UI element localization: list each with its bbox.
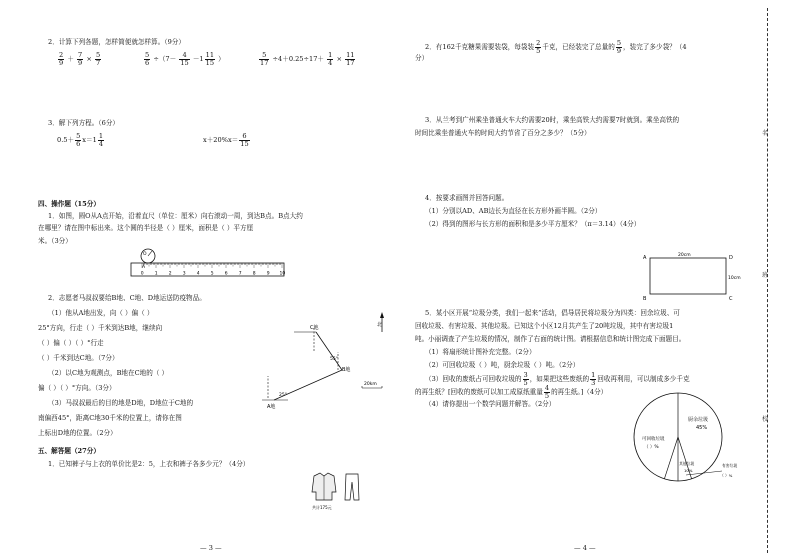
pie-kitchen-label: 厨余垃圾	[688, 417, 709, 423]
q3-title: 3．解下列方程。（6分）	[48, 119, 120, 127]
north-label: 北	[377, 322, 383, 328]
direction-map	[258, 308, 384, 426]
rect-right-length: 10cm	[728, 276, 741, 281]
side-mark-3: 校	[762, 416, 769, 423]
ruler-number: 6	[224, 271, 228, 277]
ruler-number: 4	[196, 271, 200, 277]
map-angle-55: 55°	[330, 357, 338, 362]
q2-title: 2．计算下列各题，怎样简便就怎样算。（9分）	[48, 38, 185, 46]
r-q5-text-3: 吨。小丽调查了产生垃圾的情况，制作了右面的统计图。请根据信息和统计图完成下面题目。	[415, 335, 686, 343]
rectangle-abcd	[650, 258, 726, 294]
ruler-point-a: A	[142, 265, 146, 270]
r-q5-text-5: （2）可回收垃圾（ ）吨，厨余垃圾（ ）吨。（2分）	[425, 361, 580, 369]
r-q4-text-1: 4．按要求画图并回答问题。	[425, 194, 509, 202]
op2-text-2: （1）他从A地出发，向（ ）偏（ ）	[48, 309, 154, 317]
ruler-number: 8	[252, 271, 256, 277]
map-b-label: B地	[342, 367, 351, 373]
r-q5-text-7: 的再生纸？[回收的废纸可以加工成原纸重量 $\frac{4}{5}$ 的再生纸。]（4分）	[415, 384, 608, 400]
map-c-label: C地	[310, 325, 319, 331]
q2-expression-3: $\frac{5}{17}$ ÷4＋0.25÷17＋ $\frac{1}{4}$ × $\frac{11}{17}$	[260, 51, 355, 67]
map-scale-label: 20km	[364, 382, 377, 387]
side-mark-2: 班	[762, 272, 769, 279]
pie-other-pct: 10%	[684, 468, 693, 473]
ruler-point-o: O	[143, 252, 147, 257]
op2-text-9: 南偏西45°，距离C地30千米的位置上，请你在图	[38, 414, 182, 422]
ruler-number: 1	[154, 271, 158, 277]
r-q5-text-2: 回收垃圾、有害垃圾、其他垃圾。已知这个小区12月共产生了20吨垃圾，其中有害垃圾1	[415, 322, 674, 330]
q3-equation-1: 0.5＋ $\frac{5}{6}$ x＝1 $\frac{1}{4}$	[57, 132, 104, 148]
ruler-number: 3	[182, 271, 186, 277]
ruler-number: 5	[210, 271, 214, 277]
r-q4-text-2: （1）分别以AD、AB边长为直径在长方形外画半圆。（2分）	[425, 207, 602, 215]
q2-expression-1: $\frac{2}{9}$ ＋ $\frac{7}{9}$ × $\frac{5}{7}$	[59, 51, 101, 67]
section-5-title: 五、解答题（27分）	[38, 447, 100, 455]
r-q2-text-1: 2．有162千克糖果需要装袋，每袋装 $\frac{2}{5}$ 千克，已经装完了总量的 $\frac{5}{9}$ ，装完了多少袋？（4	[425, 39, 687, 55]
ruler-number: 0	[140, 271, 144, 277]
op2-text-7: 偏（ ）（ ）°方向。（3分）	[38, 384, 116, 392]
op1-text-3: 米。（3分）	[38, 237, 72, 245]
op2-text-6: （2）以C地为观测点，B地在C地的（ ）	[48, 369, 169, 377]
pie-other-label: 其他垃圾	[679, 461, 695, 466]
op2-text-10: 上标出D地的位置。（2分）	[38, 429, 117, 437]
pie-recycle-pct: （ ）%	[644, 445, 659, 450]
r-q2-text-2: 分）	[415, 54, 429, 62]
clothes-caption: 共计175元	[312, 505, 332, 510]
page-number-3: — 3 —	[200, 544, 222, 552]
trousers-icon	[345, 474, 359, 500]
ans1-text-1: 1．已知裤子与上衣的单价比是2：5，上衣和裤子各多少元？（4分）	[48, 460, 250, 468]
rect-label-c: C	[729, 296, 733, 302]
rectangle-figure	[640, 248, 750, 306]
pie-harm-pct: （ ）%	[720, 473, 733, 478]
pie-harm-label: 有害垃圾	[722, 463, 738, 468]
rect-label-b: B	[643, 296, 647, 302]
rect-label-d: D	[729, 255, 733, 261]
r-q5-text-8: （4）请你提出一个数学问题并解答。（2分）	[425, 400, 556, 408]
section-4-title: 四、操作题（15分）	[38, 200, 100, 208]
op1-text-1: 1．如图，圆O从A点开始，沿着直尺（单位：厘米）向右滚动一周，到达B点。B点大约	[48, 212, 303, 220]
rect-label-a: A	[643, 255, 647, 261]
r-q5-text-6: （3）回收的废纸占可回收垃圾的 $\frac{3}{5}$ ，如果把这些废纸的 $\frac{1}{3}$ 回收再利用，可以制成多少千克	[425, 371, 690, 387]
op2-text-8: （3）马叔叔最后的目的地是D地，D地位于C地的	[48, 399, 194, 407]
op2-text-4: （ ）偏（ ）（ ）°行走	[38, 339, 104, 347]
ruler-number: 9	[266, 271, 270, 277]
op2-text-1: 2．志愿者马叔叔要给B地、C地、D地运送防疫物品。	[48, 294, 206, 302]
q2-expression-2: $\frac{5}{6}$ ÷（7－ $\frac{4}{15}$ －1 $\frac{11}{15}$ ）	[145, 51, 225, 67]
q3-equation-2: x＋20%x＝ $\frac{6}{15}$	[203, 132, 249, 148]
op2-text-3: 25°方向，行走（ ）千米到达B地，继续向	[38, 324, 163, 332]
side-mark-1: 名	[762, 130, 769, 137]
map-a-label: A地	[267, 404, 276, 410]
path-b-c	[316, 332, 342, 370]
pie-recycle-label: 可回收垃圾	[642, 437, 665, 442]
op2-text-5: （ ）千米到达C地。（7分）	[38, 354, 119, 362]
ruler-number: 10	[279, 271, 286, 277]
map-angle-25: 25°	[279, 393, 287, 398]
r-q5-text-4: （1）将扇形统计图补充完整。（2分）	[425, 348, 536, 356]
garbage-pie-chart	[630, 385, 760, 491]
rect-top-length: 20cm	[678, 253, 691, 258]
r-q3-text-2: 时间比乘坐普通火车的时间大约节省了百分之多少？（5分）	[415, 129, 591, 137]
r-q4-text-3: （2）得到的图形与长方形的面积和是多少平方厘米？（π＝3.14）（4分）	[425, 220, 641, 228]
r-q5-text-1: 5．某小区开展“垃圾分类，我们一起来”活动，倡导居民将垃圾分为四类：回余垃圾、可	[425, 309, 680, 317]
ruler-number: 2	[168, 271, 172, 277]
ruler-number: 7	[238, 271, 242, 277]
page-number-4: — 4 —	[574, 544, 596, 552]
op1-text-2: 在哪里？请在图中标出来。这个圆的半径是（ ）厘米，面积是（ ）平方厘	[38, 224, 254, 232]
clothes-picture	[308, 470, 368, 512]
pie-kitchen-pct: 45%	[696, 425, 708, 431]
ruler-figure	[128, 246, 290, 280]
binding-line	[767, 8, 768, 553]
r-q3-text-1: 3．从兰考到广州乘坐普通火车大约需要20时，乘坐高铁大约需要7时就到。乘坐高铁的	[425, 116, 680, 124]
